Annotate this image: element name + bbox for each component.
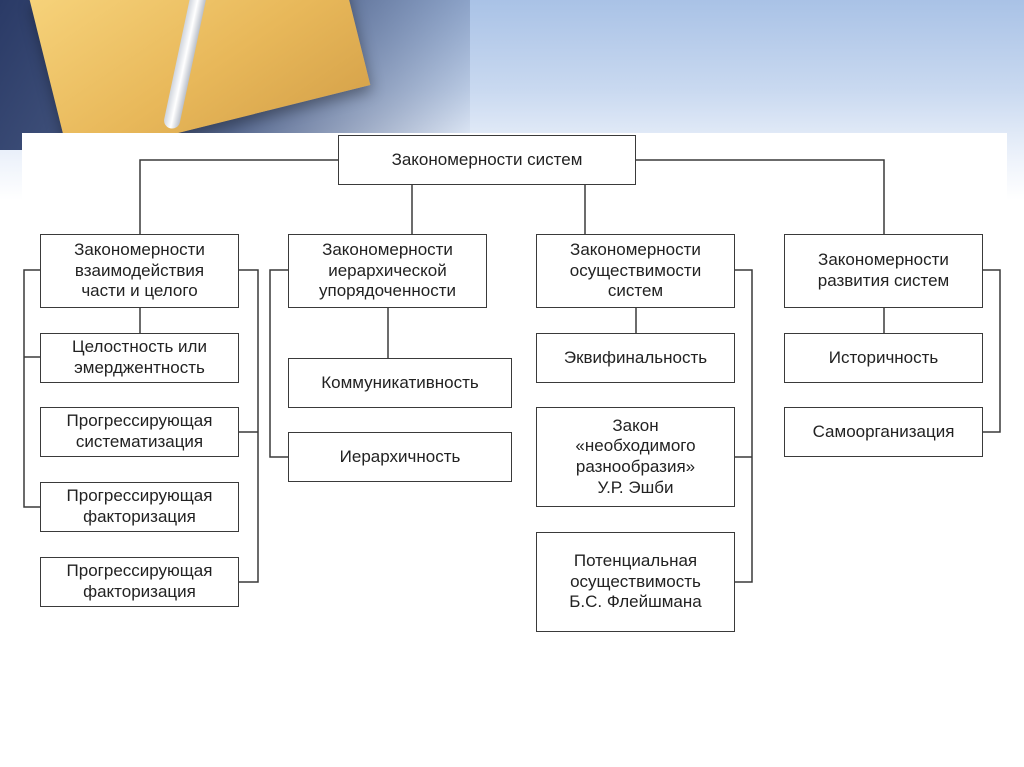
group-4-item-1 [784,333,983,383]
connector-g4-right-bracket [983,270,1000,432]
group-3-title-label: Закономерности осуществимости систем [569,239,702,301]
group-1-item-3-label: Прогрессирующая факторизация [66,486,213,526]
group-1-item-2-label: Прогрессирующая систематизация [66,411,213,451]
group-1-item-1 [40,333,239,383]
root-node [338,135,636,185]
group-3-item-1-label: Эквифинальность [563,347,708,367]
group-4-item-1-label: Историчность [828,347,939,367]
group-2-item-2-label: Иерархичность [339,446,461,466]
group-1-item-4-label: Прогрессирующая факторизация [66,561,213,601]
group-2-title-label: Закономерности иерархической упорядоченности [319,239,456,301]
group-3-item-3-label: Потенциальная осуществимость Б.С. Флейшмана [569,550,702,612]
group-2-title [288,234,487,308]
connector-g3-right-bracket [735,270,752,582]
group-3-item-2-label: Закон «необходимого разнообразия» У.Р. Эшби [575,415,696,497]
group-2-item-1 [288,358,512,408]
group-4-title-label: Закономерности развития систем [817,250,950,290]
group-1-title [40,234,239,308]
group-1-item-1-label: Целостность или эмерджентность [72,337,207,377]
group-3-item-1 [536,333,735,383]
group-4-item-2 [784,407,983,457]
group-3-item-3 [536,532,735,632]
group-4-item-2-label: Самоорганизация [812,421,955,441]
group-4-title [784,234,983,308]
connector-g1-left-bracket [24,270,40,507]
group-2-item-2 [288,432,512,482]
group-1-item-4 [40,557,239,607]
group-1-title-label: Закономерности взаимодействия части и целого [74,239,205,301]
group-3-item-2 [536,407,735,507]
connector-root-group-4 [636,160,884,234]
group-1-item-2 [40,407,239,457]
group-1-item-3 [40,482,239,532]
root-node-label: Закономерности систем [391,149,583,169]
group-2-item-1-label: Коммуникативность [321,372,479,392]
connector-root-group-1 [140,160,338,234]
connector-g2-left-bracket [270,270,288,457]
group-3-title [536,234,735,308]
connector-g1-right-bracket [239,270,258,582]
